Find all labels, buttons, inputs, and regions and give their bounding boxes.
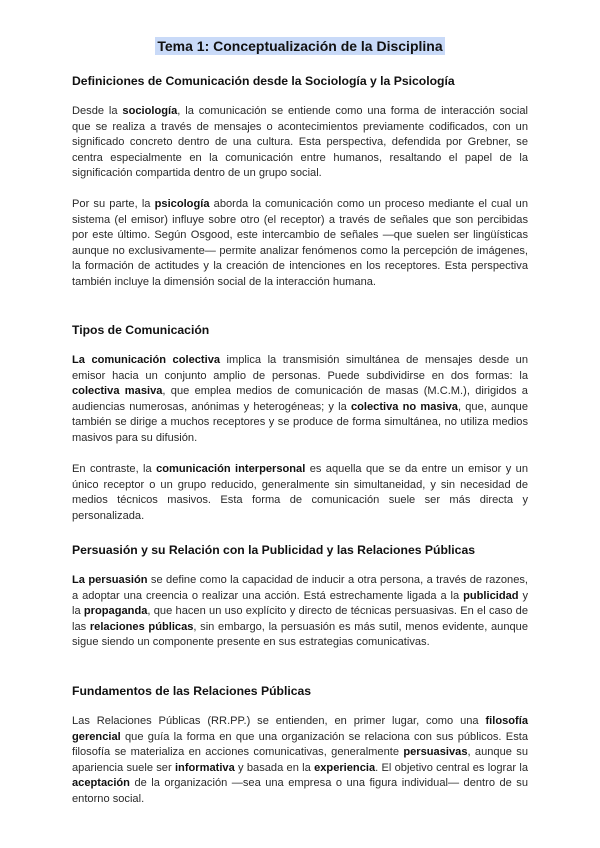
- text-span: que guía la forma en que una organización se relaciona con sus públicos. Esta filosofía se materializa en acciones comunicativas, generalmente: [72, 730, 528, 759]
- text-span: , que emplea medios de comunicación de masas (M.C.M.), dirigidos a audiencias numerosas, anónimas y heterogéneas; y la: [72, 385, 528, 413]
- paragraph-persuasion: [72, 573, 528, 651]
- paragraph-sociologia: [72, 104, 528, 182]
- paragraph-comunicacion-colectiva: [72, 353, 528, 447]
- bold-term-comunicacion-colectiva: La comunicación colectiva: [72, 354, 221, 366]
- bold-term-publicidad: publicidad: [463, 589, 519, 602]
- text-span: aborda la comunicación como un proceso mediante el cual un sistema (el emisor) influye sobre otro (el receptor) a través de señales que son percibidas por este último. Según Osgood, este intercambio de señales —que suelen ser lingüísticas aunque no exclusivamente— permite analizar fenómenos como la percepción de imágenes, la formación de actitudes y la creación de intenciones en los receptores. Esta perspectiva también incluye la dimensión social de la interacción humana.: [72, 198, 528, 288]
- bold-term-persuasion: La persuasión: [72, 574, 148, 586]
- text-span: , que, aunque también se dirige a muchos receptores y se produce de forma simultánea, no utiliza medios masivos para su difusión.: [72, 400, 529, 444]
- section-heading-sociologia-psicologia: Definiciones de Comunicación desde la Sociología y la Psicología: [72, 74, 455, 88]
- section-heading-persuasion: Persuasión y su Relación con la Publicidad y las Relaciones Públicas: [72, 543, 476, 557]
- page-title: Tema 1: Conceptualización de la Disciplina: [157, 38, 443, 54]
- text-span: Las Relaciones Públicas (RR.PP.) se entienden, en primer lugar, como una: [72, 715, 486, 727]
- bold-term-persuasivas: persuasivas: [403, 746, 468, 759]
- bold-term-informativa: informativa: [174, 761, 235, 774]
- bold-term-sociologia: sociología: [122, 105, 178, 117]
- text-span: En contraste, la: [72, 463, 157, 475]
- text-span: , aunque su apariencia suele ser: [72, 746, 529, 774]
- paragraph-fundamentos-rrpp: [72, 714, 528, 808]
- text-span: , la comunicación se entiende como una forma de interacción social que se realiza a través de mensajes o acontecimientos previamente codificados, con un significado concreto dentro de una cultura. Esta perspectiva, defendida por Grebner, se centra especialmente en la comunicación entre humanos, resaltando el papel de la significación compartida dentro de un grupo social.: [72, 105, 529, 180]
- bold-term-filosofia-gerencial: filosofía gerencial: [72, 715, 528, 743]
- bold-term-aceptacion: aceptación: [72, 777, 130, 790]
- text-span: y la: [72, 589, 528, 618]
- bold-term-relaciones-publicas: relaciones públicas: [89, 620, 194, 633]
- bold-term-experiencia: experiencia: [314, 761, 376, 774]
- bold-term-comunicacion-interpersonal: comunicación interpersonal: [156, 463, 306, 475]
- text-span: , sin embargo, la persuasión es más sutil, menos evidente, aunque sigue siendo un componente presente en sus estrategias comunicativas.: [72, 620, 528, 649]
- text-span: se define como la capacidad de inducir a otra persona, a través de razones, a adoptar una creencia o realizar una acción. Está estrechamente ligada a la: [72, 574, 528, 602]
- text-span: y basada en la: [234, 761, 315, 774]
- bold-term-psicologia: psicología: [154, 198, 210, 210]
- bold-term-colectiva-masiva: colectiva masiva: [72, 385, 163, 398]
- text-span: de la organización —sea una empresa o una figura individual— dentro de su entorno social.: [72, 777, 528, 805]
- section-heading-fundamentos: Fundamentos de las Relaciones Públicas: [72, 684, 312, 698]
- paragraph-comunicacion-interpersonal: [72, 462, 528, 524]
- text-span: Por su parte, la: [72, 198, 155, 210]
- text-span: , que hacen un uso explícito y directo de técnicas persuasivas. En el caso de las: [72, 605, 529, 633]
- paragraph-psicologia: [72, 197, 528, 291]
- text-span: es aquella que se da entre un emisor y un único receptor o un grupo reducido, generalmente sin simultaneidad, y sin necesidad de medios técnicos masivos. Esta forma de comunicación suele ser más directa y personalizada.: [72, 463, 529, 522]
- title-container: [0, 37, 600, 57]
- bold-term-colectiva-no-masiva: colectiva no masiva: [350, 400, 458, 413]
- bold-term-propaganda: propaganda: [83, 605, 148, 618]
- section-heading-tipos: Tipos de Comunicación: [72, 323, 210, 337]
- text-span: . El objetivo central es lograr la: [375, 761, 529, 774]
- text-span: Desde la: [72, 105, 123, 117]
- text-span: implica la transmisión simultánea de mensajes desde un emisor hacia un conjunto amplio de personas. Puede subdividirse en dos formas: la: [72, 354, 529, 382]
